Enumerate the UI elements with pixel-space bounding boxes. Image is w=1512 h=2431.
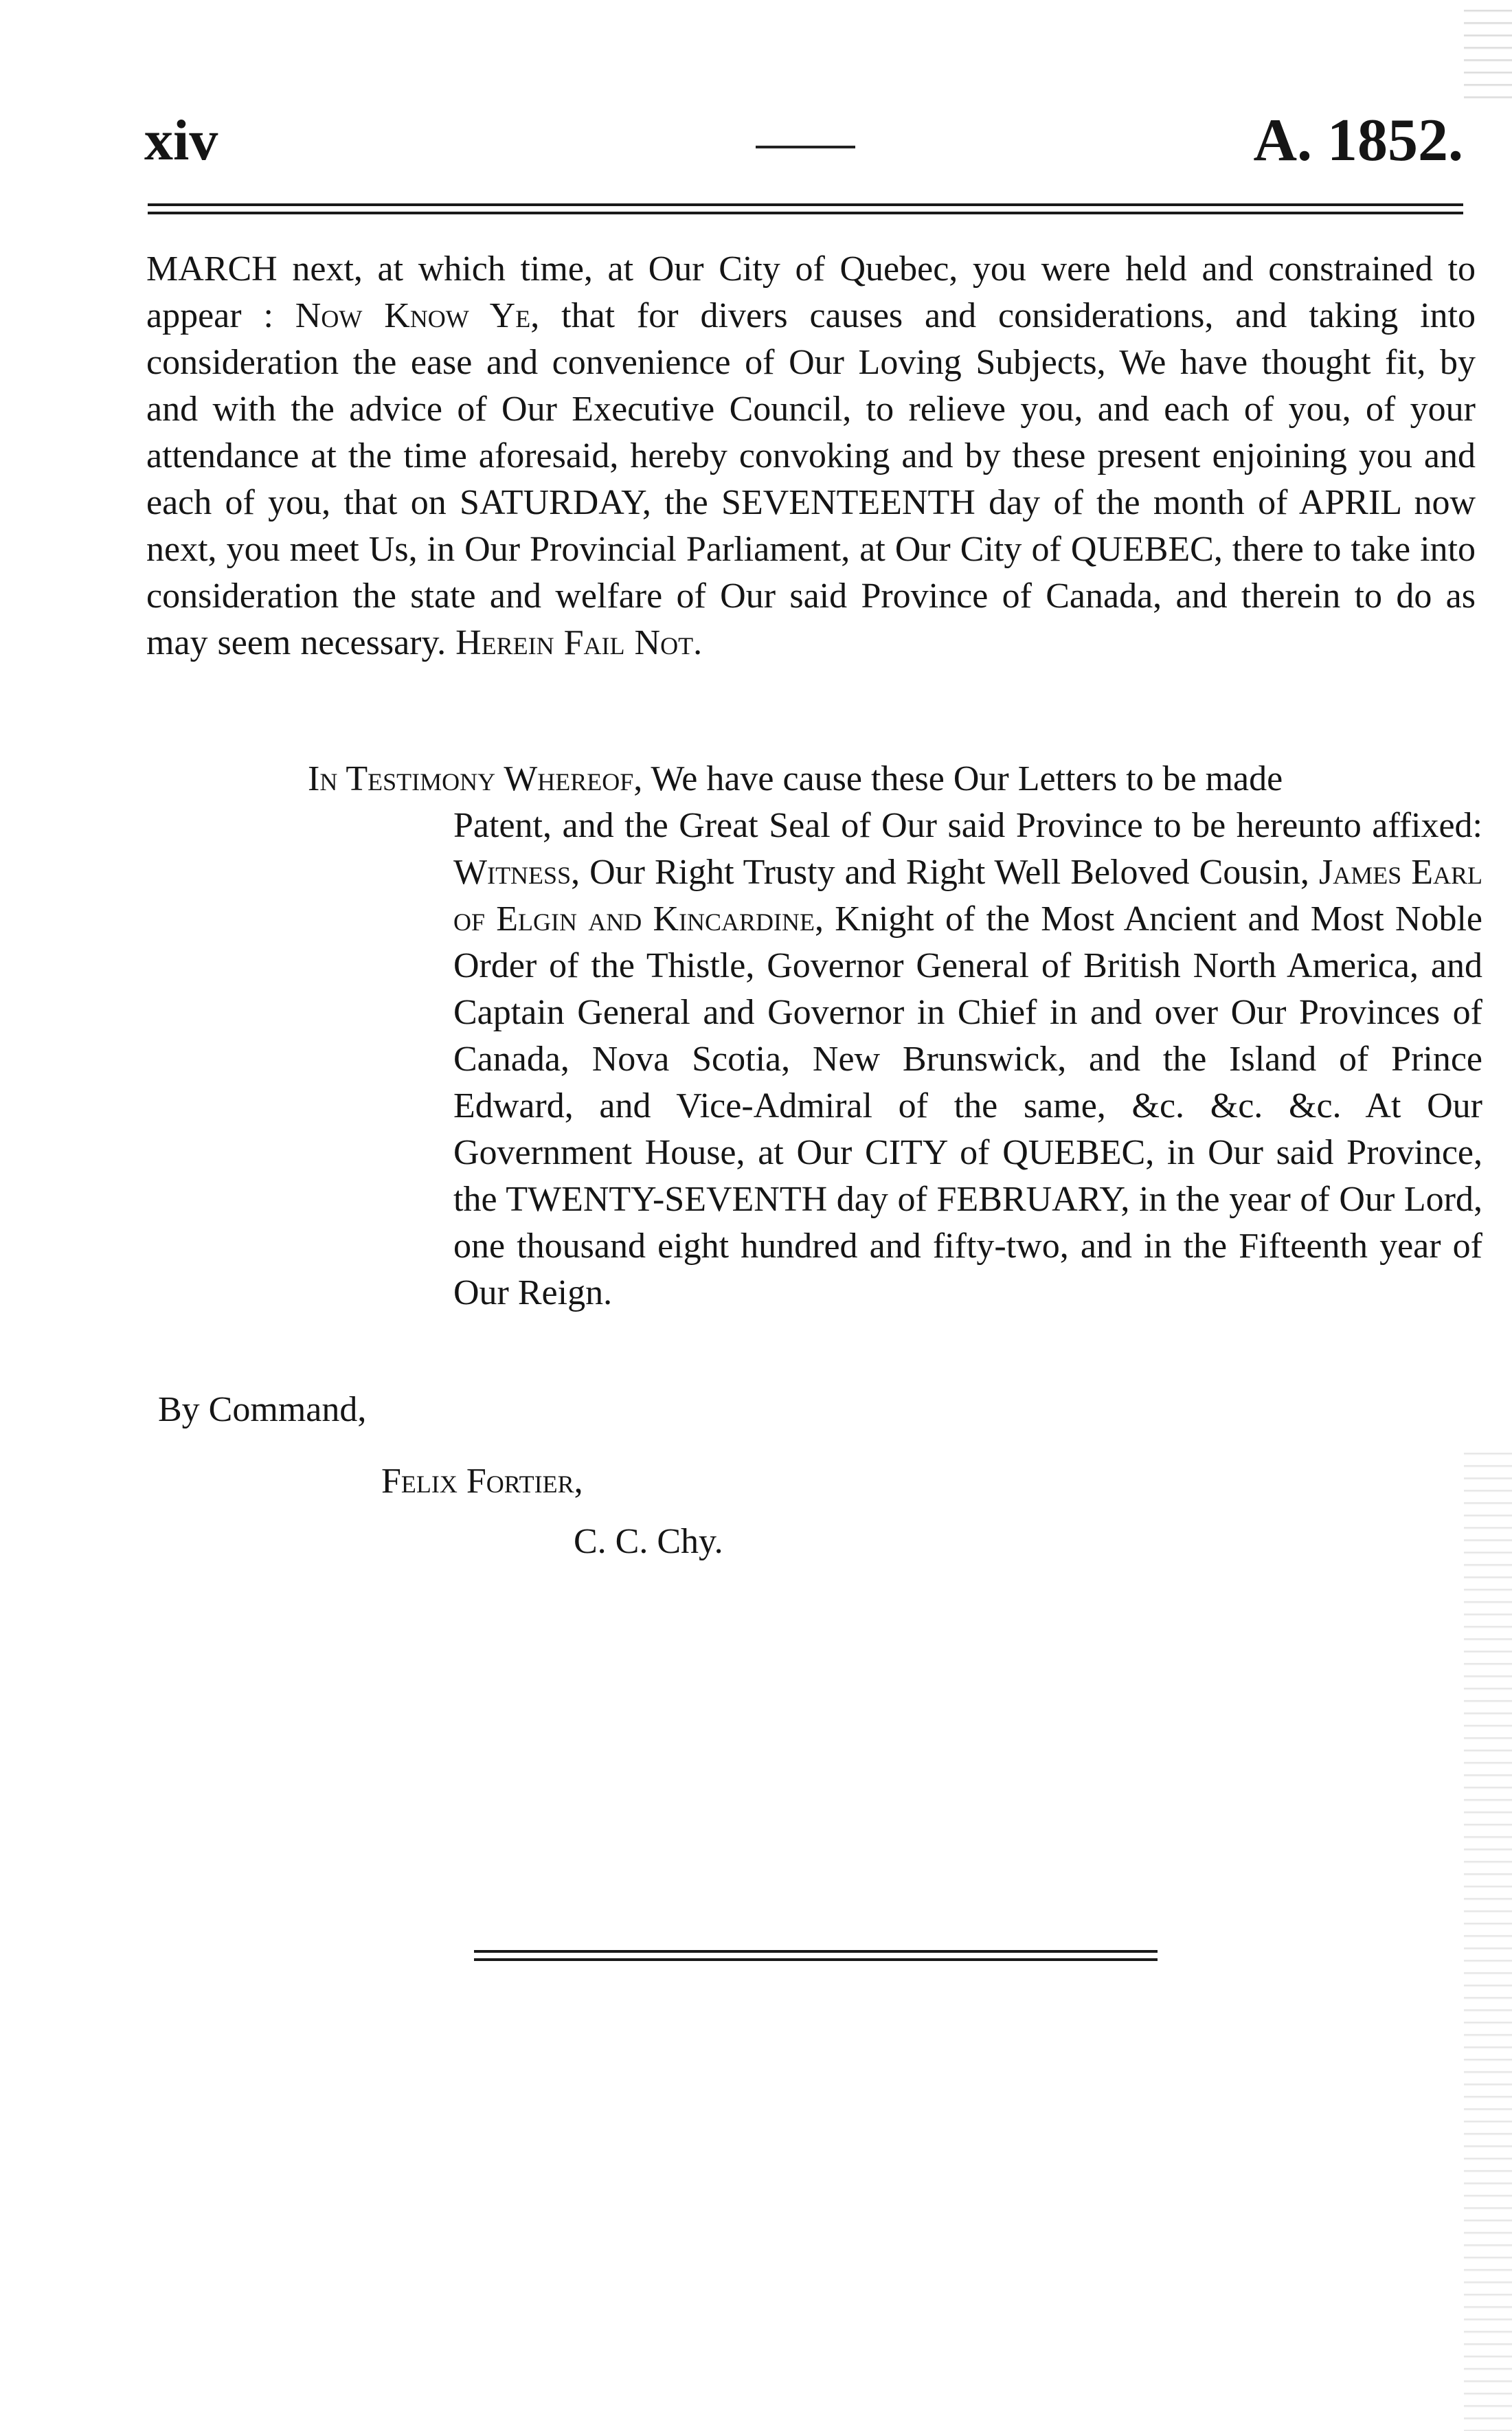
text-run: Patent, and the Great Seal of Our said Province to be hereunto affixed: xyxy=(453,806,1482,845)
text-run: MARCH next, at which time, at Our City of Quebec, you were held and constrained to appear : xyxy=(146,249,1476,335)
testimony-block xyxy=(308,756,1482,1317)
text-run: , We have cause these Our Letters to be made xyxy=(633,759,1283,798)
page-number: xiv xyxy=(144,109,218,172)
scan-edge-right xyxy=(1464,1443,1512,2431)
text-run: , that for divers causes and considerations, and taking into consideration the ease and convenience of Our Loving Subjects, We have thought fit, by and with the advice of Our Executive Council, to relieve you, and each of you, of your attendance at the time aforesaid, hereby convoking and by these present enjoining you and each of you, that on SATURDAY, the SEVENTEENTH day of the month of APRIL now next, you meet Us, in Our Provincial Parliament, at Our City of QUEBEC, there to take into consideration the state and welfare of Our said Province of Canada, and therein to do as may seem necessary. xyxy=(146,296,1476,662)
small-caps-run: In Testimony Whereof xyxy=(308,759,634,798)
running-head xyxy=(144,103,1463,179)
scan-edge-top xyxy=(1464,0,1512,103)
text-run: , Knight of the Most Ancient and Most Noble Order of the Thistle, Governor General of British North America, and Captain General and Governor in Chief in and over Our Provinces of Canada, Nova Scotia, New Brunswick, and the Island of Prince Edward, and Vice-Admiral of the same, &c. &c. &c. At Our Government House, at Our CITY of QUEBEC, in Our said Province, the TWENTY-SEVENTH day of FEBRUARY, in the year of Our Lord, one thousand eight hundred and fifty-two, and in the Fifteenth year of Our Reign. xyxy=(453,899,1483,1312)
proclamation-paragraph xyxy=(146,246,1476,666)
small-caps-run: Herein Fail Not xyxy=(455,623,694,662)
by-command: By Command, xyxy=(158,1390,367,1429)
testimony-continuation xyxy=(308,803,1482,1317)
signer-title: C. C. Chy. xyxy=(574,1522,723,1561)
small-caps-run: James Earl of Elgin and Kincardine xyxy=(453,853,1482,939)
signer-name: Felix Fortier, xyxy=(381,1461,583,1501)
small-caps-run: Now Know Ye xyxy=(295,296,531,335)
header-dash xyxy=(756,146,855,148)
text-run: , Our Right Trusty and Right Well Beloved Cousin, xyxy=(571,853,1319,892)
testimony-first-line xyxy=(308,756,1482,803)
footer-double-rule xyxy=(474,1950,1158,1953)
text-run: . xyxy=(693,623,703,662)
header-double-rule xyxy=(148,203,1463,206)
small-caps-run: Witness xyxy=(453,853,572,892)
header-year: A. 1852. xyxy=(1253,107,1463,174)
